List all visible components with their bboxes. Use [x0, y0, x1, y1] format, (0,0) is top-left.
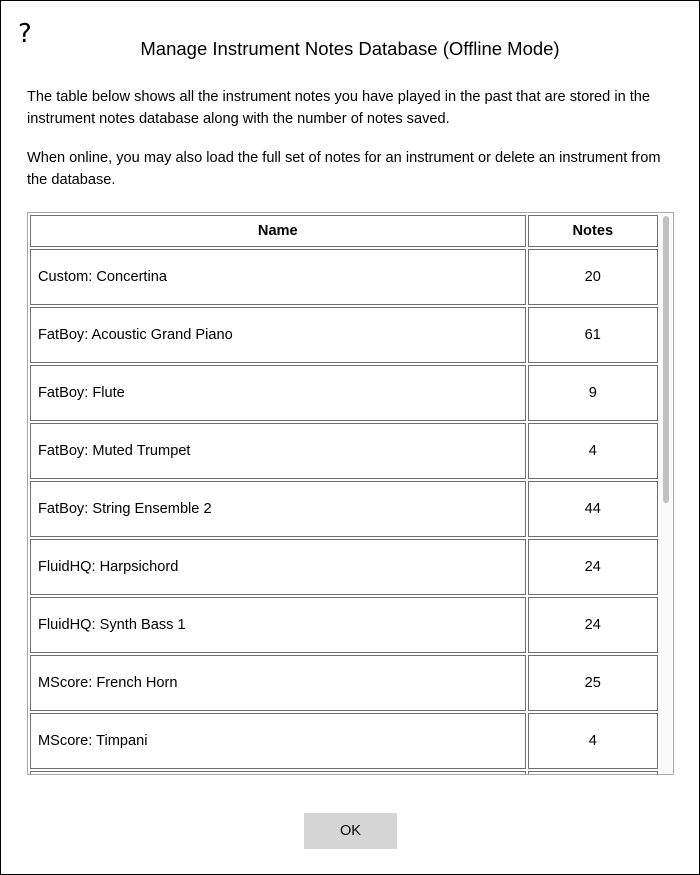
instrument-table-viewport: [28, 213, 660, 774]
instrument-name-cell: FatBoy: String Ensemble 2: [30, 481, 526, 537]
notes-count-cell: 4: [528, 423, 658, 479]
notes-count-cell: 4: [528, 713, 658, 769]
notes-count-cell: 24: [528, 539, 658, 595]
help-icon[interactable]: ?: [18, 19, 32, 49]
instrument-name-cell: FatBoy: Acoustic Grand Piano: [30, 307, 526, 363]
description-paragraph-1: The table below shows all the instrument notes you have played in the past that are stored in the instrument notes database along with the number of notes saved.: [27, 89, 651, 127]
instrument-name-cell: FatBoy: Flute: [30, 365, 526, 421]
notes-count-cell: 24: [528, 597, 658, 653]
table-row[interactable]: [30, 597, 658, 653]
dialog-title: Manage Instrument Notes Database (Offline Mode): [140, 38, 560, 59]
instrument-name-cell: [30, 771, 526, 774]
instrument-name-cell: Custom: Concertina: [30, 249, 526, 305]
table-scrollbar[interactable]: [660, 214, 672, 773]
table-row[interactable]: [30, 713, 658, 769]
description-paragraph-2: When online, you may also load the full set of notes for an instrument or delete an instrument from the database.: [27, 150, 661, 188]
instrument-name-cell: FluidHQ: Synth Bass 1: [30, 597, 526, 653]
instrument-name-cell: FatBoy: Muted Trumpet: [30, 423, 526, 479]
table-row[interactable]: [30, 481, 658, 537]
notes-count-cell: 25: [528, 655, 658, 711]
table-row[interactable]: [30, 249, 658, 305]
instrument-table-container: [27, 212, 674, 775]
ok-button[interactable]: OK: [304, 813, 397, 849]
notes-count-cell: [528, 771, 658, 774]
instrument-notes-table: [28, 213, 660, 774]
table-row[interactable]: [30, 655, 658, 711]
table-header-row: [30, 215, 658, 247]
table-row[interactable]: [30, 423, 658, 479]
table-row[interactable]: [30, 307, 658, 363]
table-row[interactable]: [30, 365, 658, 421]
table-row[interactable]: [30, 539, 658, 595]
instrument-name-cell: MScore: French Horn: [30, 655, 526, 711]
column-header-name: Name: [30, 215, 526, 247]
notes-count-cell: 61: [528, 307, 658, 363]
instrument-name-cell: MScore: Timpani: [30, 713, 526, 769]
scrollbar-thumb[interactable]: [663, 216, 669, 503]
column-header-notes: Notes: [528, 215, 658, 247]
notes-count-cell: 44: [528, 481, 658, 537]
notes-count-cell: 20: [528, 249, 658, 305]
notes-count-cell: 9: [528, 365, 658, 421]
instrument-name-cell: FluidHQ: Harpsichord: [30, 539, 526, 595]
table-row[interactable]: [30, 771, 658, 774]
